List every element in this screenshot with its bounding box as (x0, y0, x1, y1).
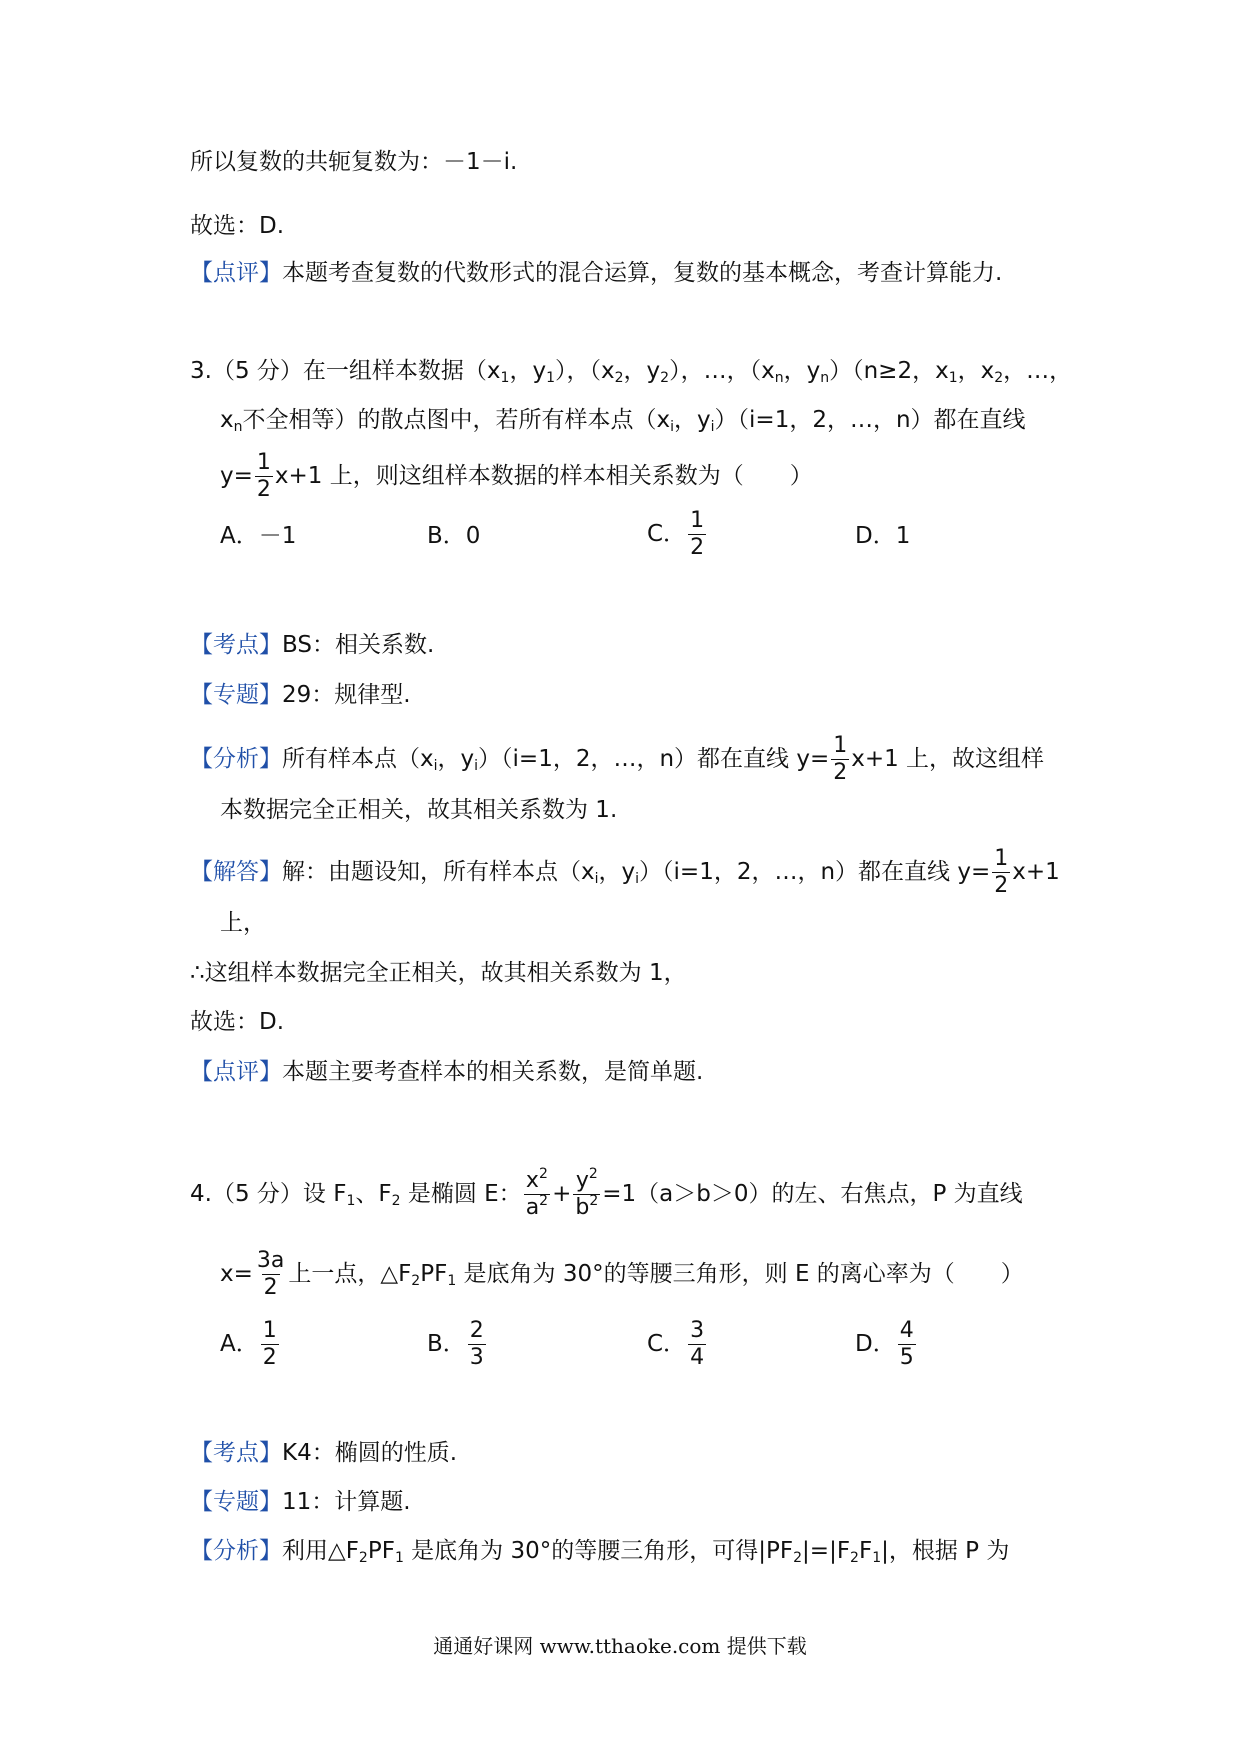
jieda-line2: 上， (220, 910, 266, 936)
option-a: A．－1 (220, 523, 297, 549)
comment-line (190, 258, 1002, 288)
fraction: $\frac{1}{2}$ (690, 508, 705, 560)
comment-text: 本题考查复数的代数形式的混合运算，复数的基本概念，考查计算能力. (282, 260, 1003, 286)
option-d: D．1 (855, 523, 911, 549)
comment-tag: 【点评】 (190, 260, 282, 286)
option-d: D． $\frac{4}{5}$ (855, 1318, 914, 1370)
fraction: $\frac{1}{2}$ (262, 1318, 277, 1370)
page-footer: 通通好课网 www.tthaoke.com 提供下载 (433, 1634, 807, 1658)
q3-stem-line2: $x_n$不全相等）的散点图中，若所有样本点（$x_i$，$y_i)(i=1$，2，…，n）都在直线 (220, 407, 1026, 435)
fraction: $\frac{y^2}{b^2}$ (575, 1166, 599, 1220)
q4-stem-line2: x= $\frac{3a}{2}$ 上一点，$\triangle F_2PF_1$ 是底角为 30°的等腰三角形，则 E 的离心率为（ ） (220, 1248, 1024, 1300)
option-a: A． $\frac{1}{2}$ (220, 1318, 277, 1370)
fraction: $\frac{3a}{2}$ (256, 1248, 285, 1300)
option-b: B．0 (427, 523, 481, 549)
fraction: $\frac{3}{4}$ (690, 1318, 705, 1370)
q3-stem-line3: y= $\frac{1}{2}$ x+1 上，则这组样本数据的样本相关系数为（ ） (220, 450, 813, 502)
fraction: $\frac{x^2}{a^2}$ (525, 1166, 549, 1220)
q4-stem-line1: 4.（5 分）设 $F_1$、$F_2$ 是椭圆 E： $\frac{x^2}{a^2}$ + $\frac{y^2}{b^2}$ =1（a＞b＞0）的左、右焦点，P 为直线 (190, 1166, 1023, 1220)
kaodian-line: 【考点】BS：相关系数. (190, 632, 435, 658)
jieda-line: 【解答】解：由题设知，所有样本点（$x_i$，$y_i)(i=1$，2，…，n）都在直线 y= $\frac{1}{2}$ x+1 (190, 846, 1060, 898)
fraction: $\frac{4}{5}$ (899, 1318, 914, 1370)
jieda-line4: 故选：D. (190, 1009, 285, 1035)
fraction: $\frac{1}{2}$ (833, 733, 848, 785)
zhuanti-line: 【专题】29：规律型. (190, 682, 411, 708)
question-number: 4. (190, 1181, 212, 1207)
fenxi-line: 【分析】利用$\triangle F_2PF_1$ 是底角为 30°的等腰三角形，可得$|PF_2|=|F_2F_1|$，根据 P 为 (190, 1538, 1010, 1566)
kaodian-line: 【考点】K4：椭圆的性质. (190, 1440, 458, 1466)
question-score: （5 分） (211, 1181, 303, 1207)
option-c: C． $\frac{3}{4}$ (647, 1318, 705, 1370)
comment-line: 【点评】本题主要考查样本的相关系数，是简单题. (190, 1059, 704, 1085)
fraction: $\frac{1}{2}$ (994, 846, 1009, 898)
jieda-line3: ∴这组样本数据完全正相关，故其相关系数为 1， (190, 960, 687, 986)
q3-stem-line1: 3.（5 分）在一组样本数据（$x_1$，$y_1$），（$x_2$，$y_2$），…，（$x_n$，$y_n)(n\ge 2$，$x_1$，$x_2$，…， (190, 358, 1073, 386)
question-score: （5 分） (211, 358, 303, 384)
fraction: $\frac{1}{2}$ (256, 450, 271, 502)
option-c: C． $\frac{1}{2}$ (647, 508, 705, 560)
zhuanti-line: 【专题】11：计算题. (190, 1489, 411, 1515)
fenxi-line2: 本数据完全正相关，故其相关系数为 1. (220, 797, 618, 823)
text-line: 故选：D. (190, 213, 285, 239)
fraction: $\frac{2}{3}$ (469, 1318, 484, 1370)
fenxi-line: 【分析】所有样本点（$x_i$，$y_i)(i=1$，2，…，n）都在直线 y= $\frac{1}{2}$ x+1 上，故这组样 (190, 733, 1045, 785)
question-number: 3. (190, 358, 212, 384)
option-b: B． $\frac{2}{3}$ (427, 1318, 484, 1370)
text-line: 所以复数的共轭复数为：－1－i. (190, 149, 518, 175)
